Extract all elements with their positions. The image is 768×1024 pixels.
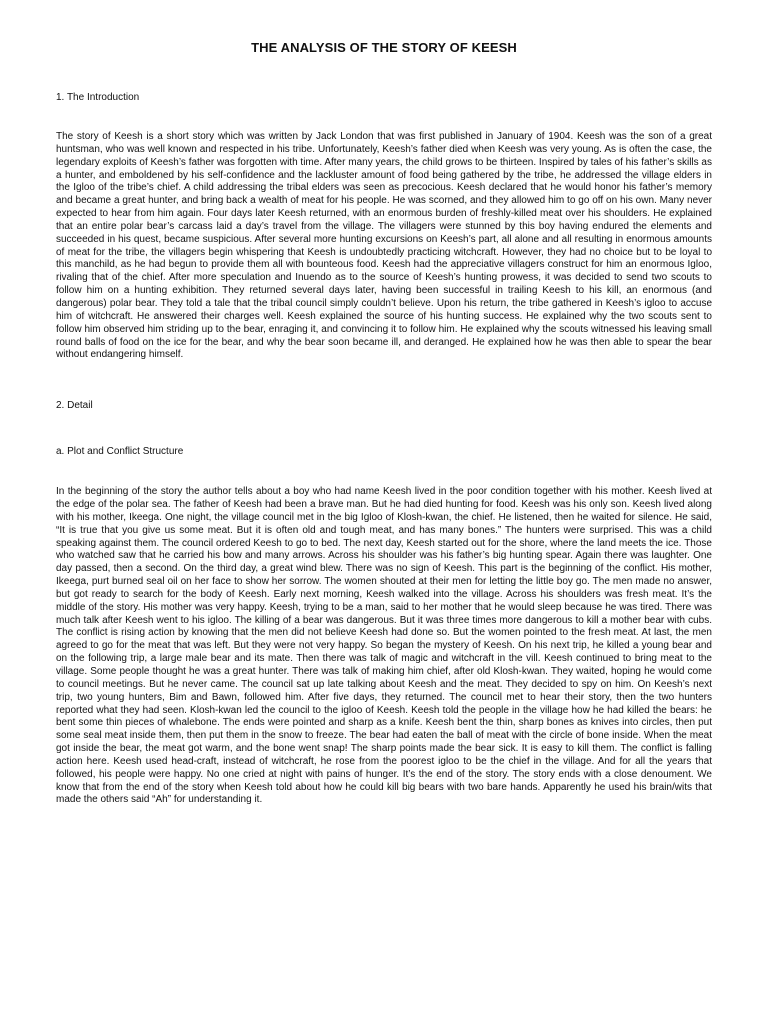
section-heading-detail: 2. Detail (56, 400, 93, 412)
introduction-paragraph: The story of Keesh is a short story which was written by Jack London that was first published in January of 1904. Keesh was the son of a great huntsman, who was well known and respected in his tribe. Unfortunately, Keesh’s father died when Keesh was very young. As is often the case, the legendary exploits of Keesh’s father was forgotten with time. After many years, the child grows to be thirteen. Inspired by tales of his father’s skills as a hunter, and emboldened by his self-confidence and the lackluster amount of food being gathered by the tribe, he addressed the village elders in the Igloo of the tribe’s chief. A child addressing the tribal elders was seen as precocious. Keesh declared that he would honor his father’s memory and became a great hunter, and bring back a wealth of meat for his people. He was scorned, and they allowed him to go off on his own. Many never expected to hear from him again. Four days later Keesh returned, with an enormous burden of freshly-killed meat over his shoulders. He explained that an entire polar bear’s carcass laid a day’s travel from the village. The villagers were stunned by this boy having endured the elements and succeeded in his quest, became suspicious. After several more hunting excursions on Keesh’s part, all alone and all resulting in enormous amounts of meat for the tribe, the villagers begin whispering that Keesh is undoubtedly practicing witchcraft. However, they had no choice but to be loyal to this manchild, as he had begun to provide them all with bounteous food. Keesh had the appreciative villagers construct for him an enormous Igloo, rivaling that of the chief. After more speculation and Inuendo as to the source of Keesh’s hunting prowess, it was decided to send two scouts to follow him on a hunting exhibition. They returned several days later, having been successful in trailing Keesh to his kill, an enormous (and dangerous) polar bear. They told a tale that the tribal council simply couldn’t believe. Upon his return, the tribe gathered in Keesh’s igloo to accuse him of witchcraft. He answered their charges well. Keesh explained the source of his hunting success. He explained why the two scouts sent to follow him observed him striding up to the bear, enraging it, and convincing it to follow him. He explained why the scouts witnessed his leaving small round balls of food on the ice for the bear, and why the bear soon became ill, and deranged. He explained how he was then able to spear the bear without endangering himself. (56, 131, 712, 361)
section-heading-introduction: 1. The Introduction (56, 92, 140, 103)
document-title: THE ANALYSIS OF THE STORY OF KEESH (251, 40, 517, 55)
plot-paragraph: In the beginning of the story the author tells about a boy who had name Keesh lived in the poor condition together with his mother. Keesh lived at the edge of the polar sea. The father of Keesh had been a brave man. But he had died hunting for food. Keesh was his only son. Keesh lived along with his mother, Ikeega. One night, the village council met in the big Igloo of Klosh-kwan, the chief. He listened, then he waited for silence. He said, “It is true that you give us some meat. But it is often old and tough meat, and has many bones.” The hunters were surprised. This was a child speaking against them. The council ordered Keesh to go to bed. The next day, Keesh started out for the shore, where the land meets the ice. Those who watched saw that he carried his bow and many arrows. Across his shoulder was his father’s big hunting spear. Again there was laughter. One day passed, then a second. On the third day, a great wind blew. There was no sign of Keesh. This part is the beginning of the conflict. His mother, Ikeega, purt burned seal oil on her face to show her sorrow. The women shouted at their men for letting the little boy go. The men made no answer, but got ready to search for the body of Keesh. Early next morning, Keesh walked into the village. Across his shoulders was fresh meat. It’s the middle of the story. His mother was very happy. Keesh, trying to be a man, said to her mother that he would sleep because he was tired. There was much talk after Keesh went to his igloo. The killing of a bear was dangerous. But it was three times more dangerous to kill a mother bear with cubs. The conflict is rising action by knowing that the men did not believe Keesh had done so. But the women pointed to the fresh meat. At last, the men agreed to go for the meat that was left. But they were not very happy. So began the mystery of Keesh. On his next trip, he killed a young bear and on the following trip, a large male bear and its mate. Then there was talk of magic and witchcraft in the vill. Keesh continued to bring meat to the village. Some people thought he was a great hunter. There was talk of making him chief, after old Klosh-kwan. They waited, hoping he would come to council meetings. But he never came. The council sat up late talking about Keesh and the meat. They decided to spy on him. On Keesh’s next trip, two young hunters, Bim and Bawn, followed him. After five days, they returned. The council met to hear their story, then the two hunters reported what they had seen. Klosh-kwan led the council to the igloo of Keesh. Keesh told the people in the village how he had killed the bears: he bent some thin pieces of whalebone. The ends were pointed and sharp as a knife. Keesh bent the thin, sharp bones as knives into circles, then put some seal meat inside them, then put them in the snow to freeze. The bear had eaten the ball of meat with the circle of bone inside. When the meat got inside the bear, the meat got warm, and the bone went snap! The sharp points made the bear sick. It is easy to kill them. The conflict is falling action here. Keesh used head-craft, instead of witchcraft, he rose from the poorest igloo to be the chief in the village. And for all the years that followed, his people were happy. No one cried at night with pains of hunger. It’s the end of the story. The story ends with a close denoument. We know that from the end of the story when Keesh told about how he could kill big bears with two bare hands. Apparently he used his brain/wits that made the others said “Ah” for understanding it. (56, 486, 712, 806)
subsection-heading-plot: a. Plot and Conflict Structure (56, 446, 184, 458)
